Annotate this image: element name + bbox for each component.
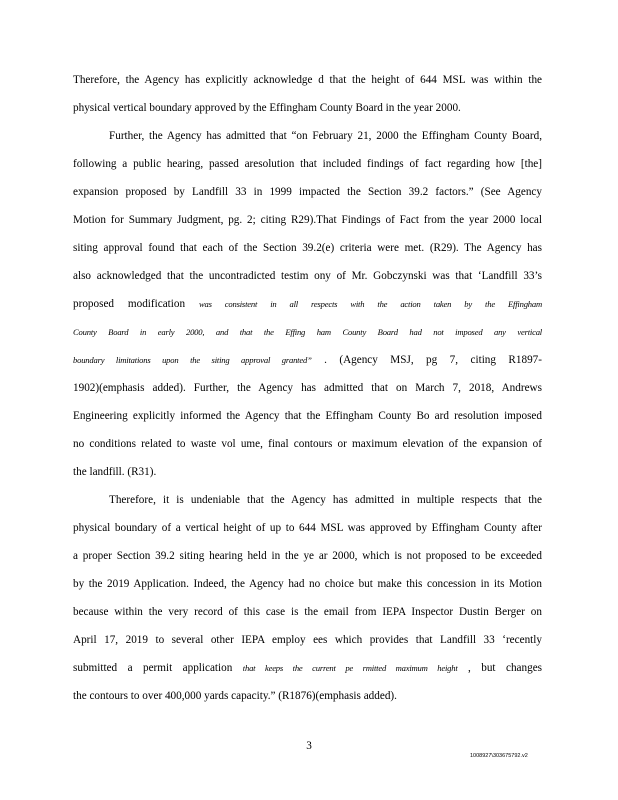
text-segment: Therefore, it is undeniable that the Agency has admitted in multiple respects that the (109, 494, 542, 506)
text-segment: submitted a permit application (73, 662, 243, 674)
text-segment: because within the very record of this case is the email from IEPA Inspector Dustin Berger on (73, 606, 542, 618)
text-segment: also acknowledged that the uncontradicted testim ony of Mr. Gobczynski was that ‘Landfill 33’s (73, 270, 542, 282)
text-line (73, 465, 542, 479)
text-segment: proposed modification (73, 298, 199, 310)
text-segment: no conditions related to waste vol ume, final contours or maximum elevation of the expansion of (73, 438, 542, 450)
text-line (73, 213, 542, 227)
text-line (73, 661, 542, 675)
text-line (73, 633, 542, 647)
quoted-emphasis: County Board in early 2000, and that the Effing ham County Board had not imposed any vertical (73, 327, 542, 337)
text-line (73, 549, 542, 563)
text-line (73, 241, 542, 255)
text-line (73, 297, 542, 311)
text-line (73, 381, 542, 395)
text-segment: 1902)(emphasis added). Further, the Agency has admitted that on March 7, 2018, Andrews (73, 382, 542, 394)
text-segment: by the 2019 Application. Indeed, the Agency had no choice but make this concession in its Motion (73, 578, 542, 590)
text-line (109, 129, 542, 143)
text-line (73, 521, 542, 535)
text-line (73, 73, 542, 87)
text-segment: Further, the Agency has admitted that “on February 21, 2000 the Effingham County Board, (109, 130, 542, 142)
text-segment: physical boundary of a vertical height of up to 644 MSL was approved by Effingham County after (73, 522, 542, 534)
quoted-emphasis: boundary limitations upon the siting approval granted” (73, 355, 312, 365)
text-line (73, 577, 542, 591)
text-segment: following a public hearing, passed aresolution that included findings of fact regarding how [the] (73, 158, 542, 170)
text-line (73, 269, 542, 283)
text-line (73, 437, 542, 451)
document-id: 1008927\303675792.v2 (470, 753, 528, 759)
text-segment: Motion for Summary Judgment, pg. 2; citing R29).That Findings of Fact from the year 2000 local (73, 214, 542, 226)
text-line (73, 689, 542, 703)
text-line (73, 185, 542, 199)
text-segment: , but changes (457, 662, 543, 674)
text-segment: . (Agency MSJ, pg 7, citing R1897- (311, 354, 542, 366)
text-line (73, 605, 542, 619)
text-segment: Therefore, the Agency has explicitly acknowledge d that the height of 644 MSL was within the (73, 74, 542, 86)
text-segment: expansion proposed by Landfill 33 in 1999 impacted the Section 39.2 factors.” (See Agency (73, 186, 542, 198)
text-segment: April 17, 2019 to several other IEPA employ ees which provides that Landfill 33 ‘recently (73, 634, 542, 646)
text-line (73, 325, 542, 339)
text-segment: the landfill. (R31). (73, 466, 157, 478)
text-line (73, 157, 542, 171)
text-line (73, 353, 542, 367)
text-line (109, 493, 542, 507)
text-segment: a proper Section 39.2 siting hearing held in the ye ar 2000, which is not proposed to be exceeded (73, 550, 542, 562)
text-segment: Engineering explicitly informed the Agency that the Effingham County Bo ard resolution imposed (73, 410, 542, 422)
quoted-emphasis: that keeps the current pe rmitted maximum height (242, 663, 458, 673)
quoted-emphasis: was consistent in all respects with the action taken by the Effingham (198, 299, 542, 309)
text-segment: physical vertical boundary approved by the Effingham County Board in the year 2000. (73, 102, 461, 114)
text-segment: the contours to over 400,000 yards capacity.” (R1876)(emphasis added). (73, 690, 397, 702)
page-number: 3 (306, 740, 312, 752)
text-segment: siting approval found that each of the Section 39.2(e) criteria were met. (R29). The Agency has (73, 242, 542, 254)
text-line (73, 409, 542, 423)
text-line (73, 101, 542, 115)
